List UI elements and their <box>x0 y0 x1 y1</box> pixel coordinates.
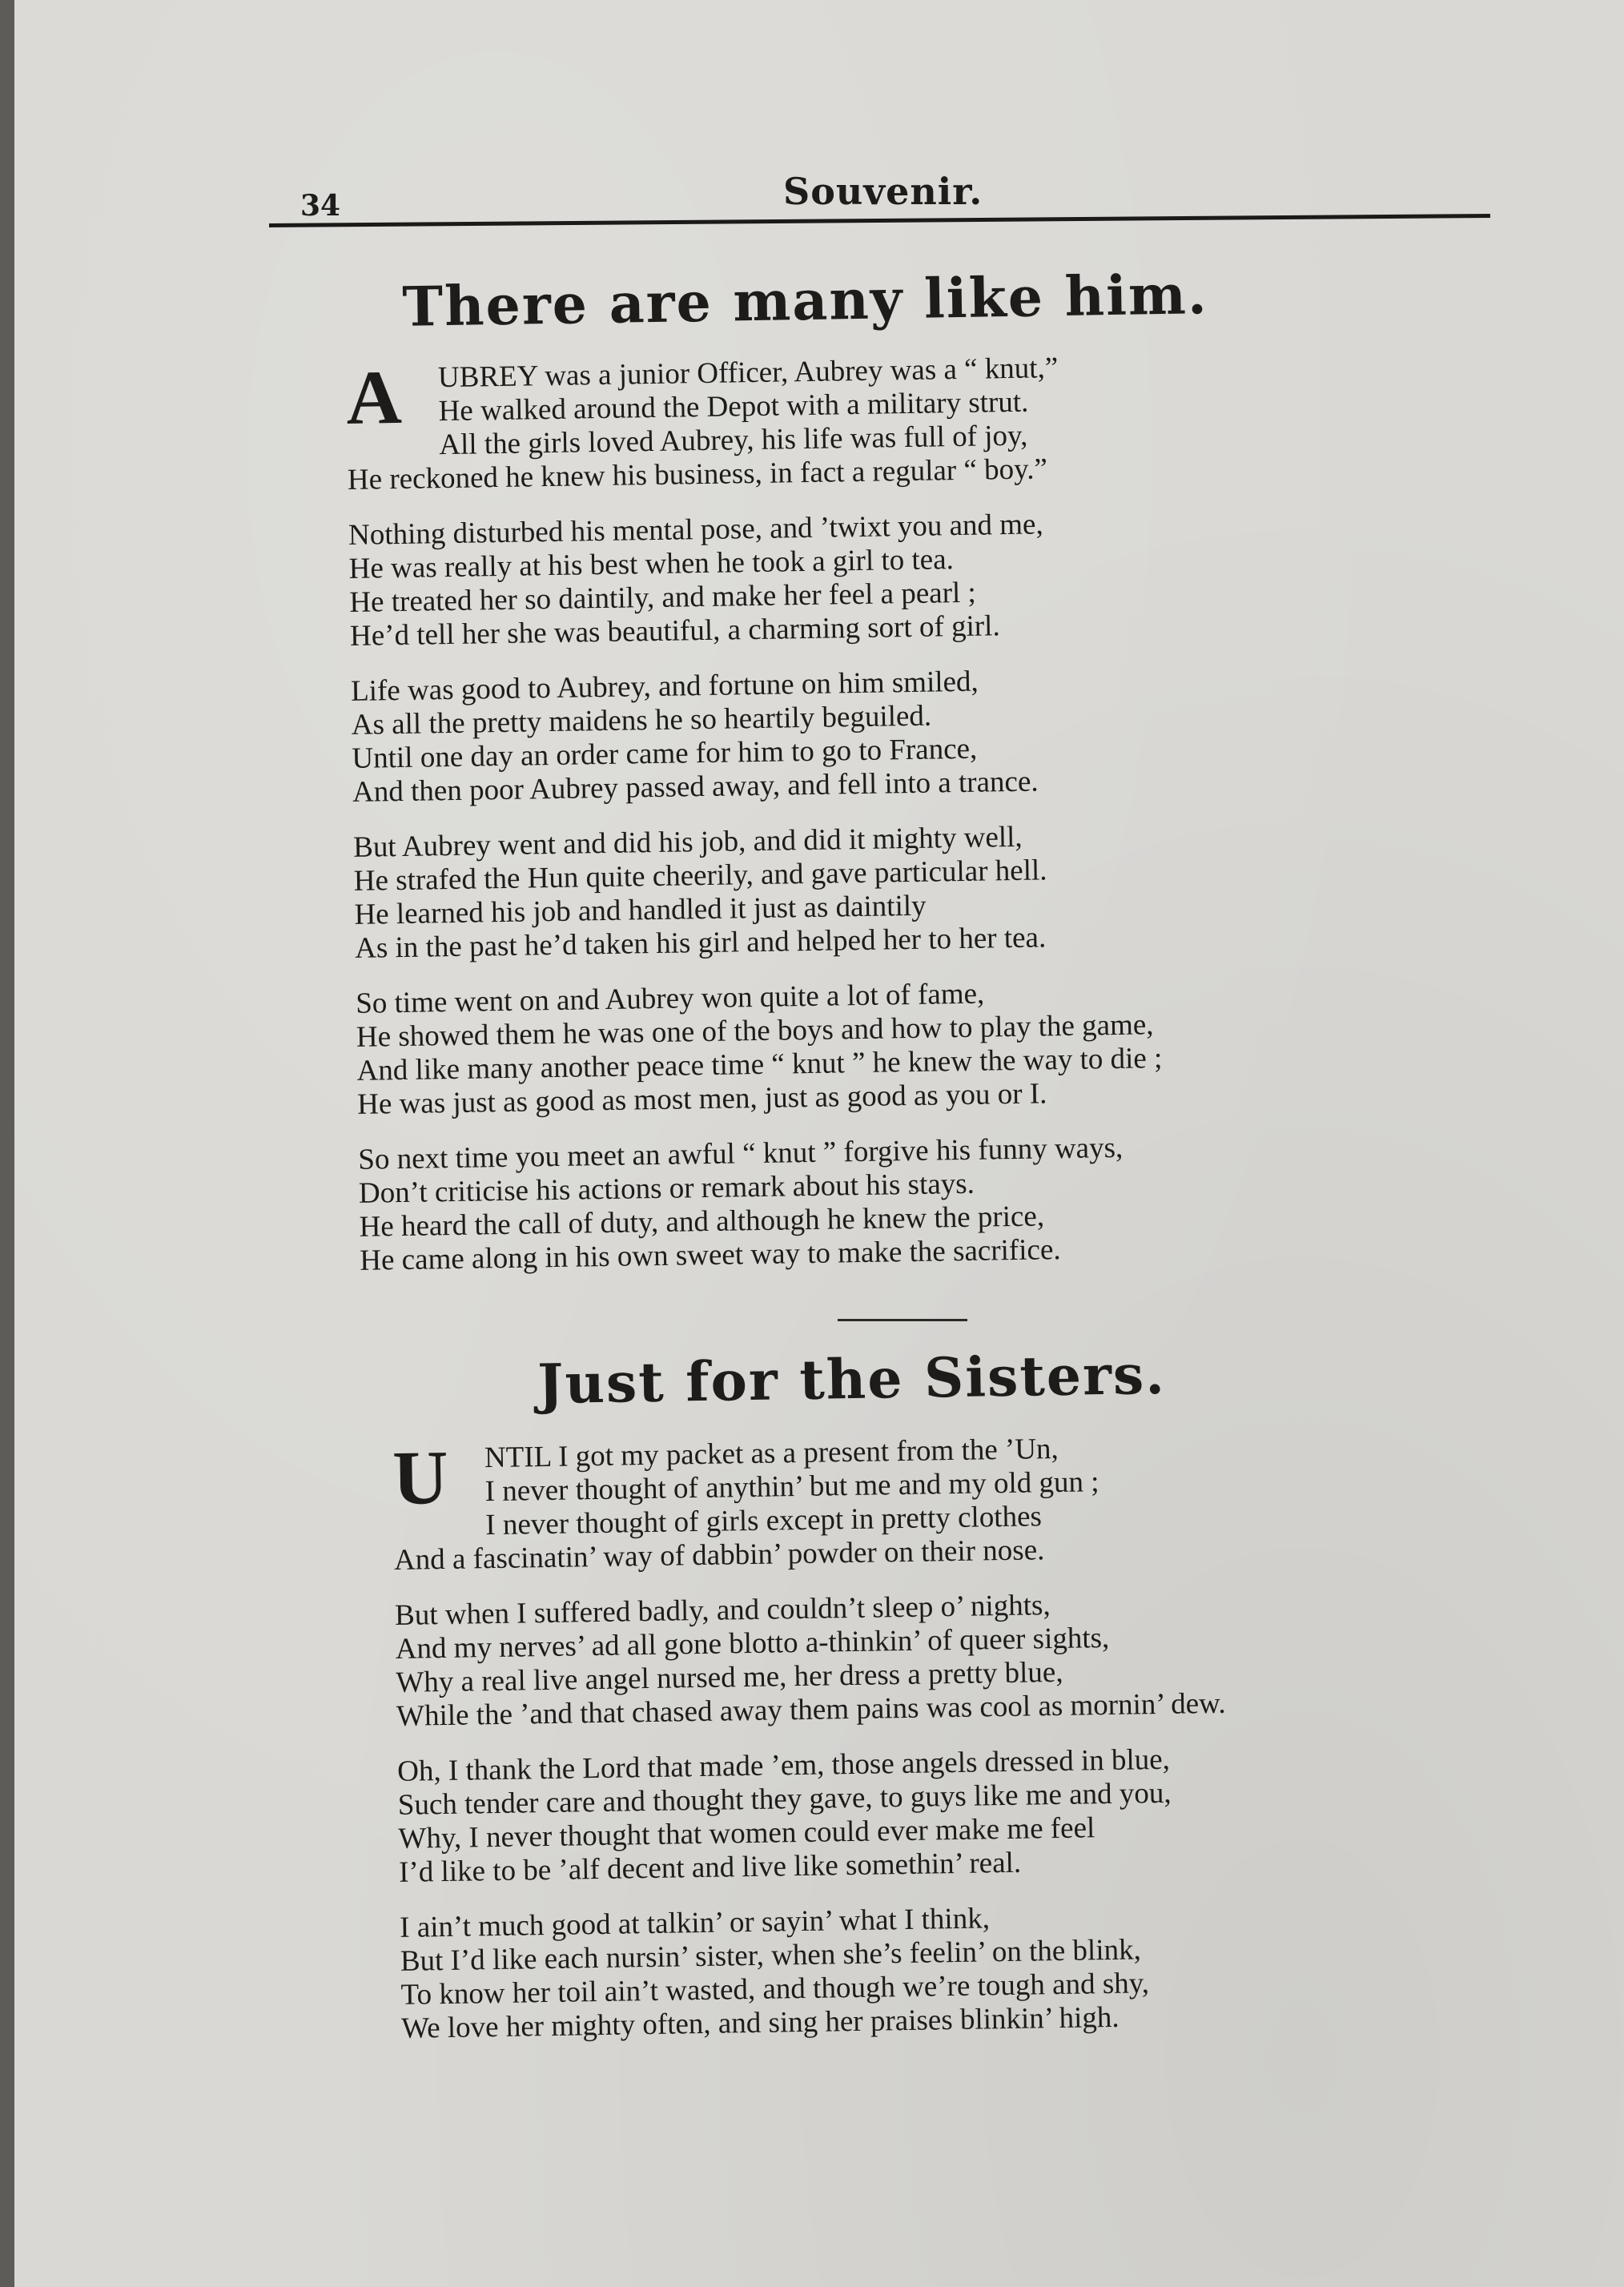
poem-line: But I’d like each nursin’ sister, when she’s feelin’ on the blink, <box>400 1933 1142 1978</box>
poem-line: And my nerves’ ad all gone blotto a-thinkin’ of queer sights, <box>395 1621 1110 1666</box>
poem-line: He heard the call of duty, and although he knew the price, <box>359 1200 1045 1244</box>
poem-line: While the ’and that chased away them pains was cool as mornin’ dew. <box>396 1686 1226 1733</box>
poem-line: But Aubrey went and did his job, and did it mighty well, <box>352 820 1023 864</box>
poem-line: And a fascinatin’ way of dabbin’ powder on their nose. <box>393 1533 1045 1577</box>
drop-cap: A <box>345 353 403 440</box>
poem-line: Such tender care and thought they gave, to guys like me and you, <box>397 1776 1172 1822</box>
poem-line: I never thought of girls except in pretty clothes <box>485 1500 1043 1542</box>
poem-line: I’d like to be ’alf decent and live like somethin’ real. <box>398 1846 1022 1889</box>
poem-line: Until one day an order came for him to go to France, <box>352 732 978 775</box>
section-divider <box>838 1319 967 1321</box>
poem-line: He learned his job and handled it just as daintily <box>354 889 927 931</box>
poem-line: Why, I never thought that women could ever make me feel <box>398 1811 1095 1855</box>
stanza <box>392 1425 1515 1578</box>
stanza <box>348 501 1471 653</box>
poem-line: I ain’t much good at talkin’ or sayin’ what I think, <box>399 1902 991 1944</box>
first-line-text: UBREY was a junior Officer, Aubrey was a “ knut,” <box>437 352 1059 395</box>
poem-just-for-the-sisters <box>391 1337 1523 2068</box>
book-page <box>14 0 1624 2287</box>
poem-line: Nothing disturbed his mental pose, and ’twixt you and me, <box>348 508 1043 552</box>
poem-title: There are many like him. <box>401 263 1209 340</box>
drop-cap: U <box>392 1433 449 1521</box>
poem-line: And like many another peace time “ knut ” he knew the way to die ; <box>356 1042 1163 1087</box>
stanza <box>353 814 1476 966</box>
stanza <box>358 1126 1481 1278</box>
poem-line: Life was good to Aubrey, and fortune on him smiled, <box>350 665 979 708</box>
poem-line: He treated her so daintily, and make her feel a pearl ; <box>349 576 977 619</box>
stanza <box>400 1894 1522 2046</box>
stanza <box>346 345 1469 497</box>
poem-line: As in the past he’d taken his girl and helped her to her tea. <box>354 921 1047 965</box>
poem-line: All the girls loved Aubrey, his life was full of joy, <box>439 419 1028 462</box>
poem-line: So next time you meet an awful “ knut ” forgive his funny ways, <box>358 1131 1124 1176</box>
stanza <box>395 1582 1517 1734</box>
poem-line: He reckoned he knew his business, in fact a regular “ boy.” <box>347 452 1048 496</box>
poem-line: He came along in his own sweet way to make the sacrifice. <box>359 1233 1061 1277</box>
poem-line: So time went on and Aubrey won quite a lot of fame, <box>355 977 985 1020</box>
poem-line: As all the pretty maidens he so heartily beguiled. <box>351 699 932 742</box>
poem-line: He walked around the Depot with a military strut. <box>438 385 1029 428</box>
header-rule <box>269 214 1490 227</box>
stanza <box>356 970 1478 1122</box>
poem-line: He strafed the Hun quite cheerily, and gave particular hell. <box>353 854 1047 898</box>
page-number: 34 <box>300 189 341 223</box>
poem-line: Why a real live angel nursed me, her dress a pretty blue, <box>396 1655 1063 1699</box>
poem-line: We love her mighty often, and sing her praises blinkin’ high. <box>400 2000 1120 2045</box>
poem-title: Just for the Sisters. <box>537 1342 1167 1417</box>
poem-there-are-many-like-him <box>344 259 1481 1300</box>
poem-line: Don’t criticise his actions or remark about his stays. <box>358 1167 975 1210</box>
poem-line: To know her toil ain’t wasted, and though we’re tough and shy, <box>400 1967 1150 2012</box>
poem-line: He’d tell her she was beautiful, a charming sort of girl. <box>349 609 1000 653</box>
poem-line: I never thought of anythin’ but me and my old gun ; <box>484 1465 1099 1509</box>
running-head: Souvenir. <box>783 170 983 213</box>
poem-line: Oh, I thank the Lord that made ’em, those angels dressed in blue, <box>396 1742 1171 1788</box>
poem-line: He was really at his best when he took a girl to tea. <box>348 543 955 585</box>
first-line-text: NTIL I got my packet as a present from the ’Un, <box>484 1432 1059 1475</box>
stanza <box>397 1738 1520 1890</box>
poem-line: He was just as good as most men, just as good as you or I. <box>356 1077 1047 1121</box>
poem-line: He showed them he was one of the boys and how to play the game, <box>356 1008 1154 1054</box>
stanza <box>351 657 1473 810</box>
poem-line: But when I suffered badly, and couldn’t sleep o’ nights, <box>394 1589 1051 1632</box>
poem-line: And then poor Aubrey passed away, and fell into a trance. <box>352 765 1039 809</box>
